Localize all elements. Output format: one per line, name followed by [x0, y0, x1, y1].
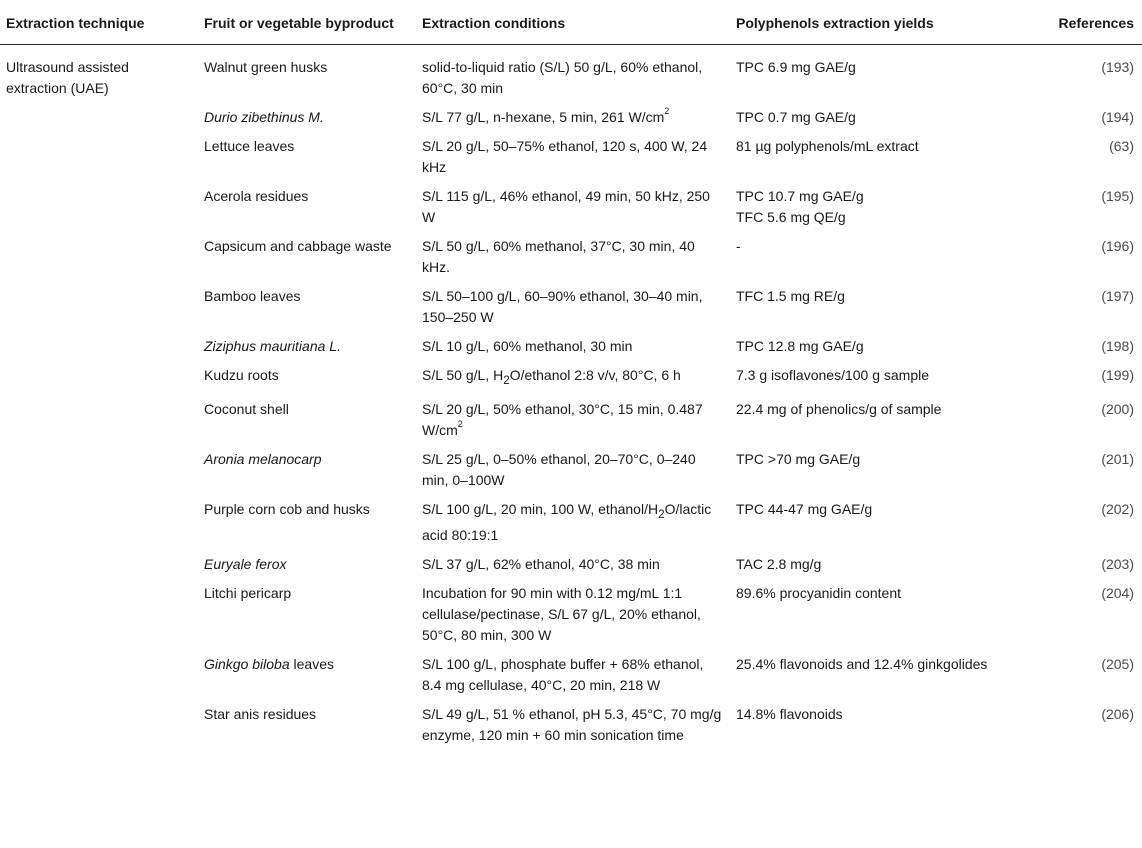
- superscript: 2: [457, 419, 463, 430]
- byproduct-cell: Purple corn cob and husks: [204, 500, 370, 517]
- byproduct-species: Ginkgo biloba: [204, 655, 290, 672]
- yield-cell: 25.4% flavonoids and 12.4% ginkgolides: [736, 655, 988, 672]
- table-header-row: [0, 0, 1142, 45]
- table-row: [0, 45, 1142, 102]
- byproduct-cell: Lettuce leaves: [204, 138, 295, 154]
- byproduct-cell: Coconut shell: [204, 400, 289, 417]
- byproduct-cell: Aronia melanocarp: [204, 450, 322, 467]
- reference-cell: (193): [1101, 59, 1134, 75]
- conditions-cell: S/L 50–100 g/L, 60–90% ethanol, 30–40 min, 150–250 W: [422, 288, 703, 325]
- yield-cell: [730, 180, 1036, 230]
- reference-cell: (199): [1101, 367, 1134, 383]
- yield-cell: TAC 2.8 mg/g: [736, 555, 822, 572]
- byproduct-cell: Bamboo leaves: [204, 288, 301, 304]
- conditions-text: S/L 50 g/L, H: [422, 367, 504, 383]
- reference-cell: (205): [1101, 655, 1134, 672]
- conditions-text-tail: O/ethanol 2:8 v/v, 80°C, 6 h: [509, 367, 681, 383]
- reference-cell: (198): [1101, 338, 1134, 354]
- byproduct-cell: [198, 648, 416, 698]
- byproduct-cell: Star anis residues: [204, 705, 317, 722]
- byproduct-cell: Durio zibethinus M.: [204, 109, 324, 125]
- byproduct-cell: Ziziphus mauritiana L.: [204, 338, 341, 354]
- header-byproduct: Fruit or vegetable byproduct: [198, 0, 416, 45]
- superscript: 2: [664, 106, 670, 117]
- conditions-cell: [416, 359, 730, 393]
- conditions-cell: S/L 100 g/L, phosphate buffer + 68% ethanol, 8.4 mg cellulase, 40°C, 20 min, 218 W: [422, 655, 704, 693]
- technique-cell: Ultrasound assisted extraction (UAE): [6, 59, 129, 96]
- conditions-cell: S/L 25 g/L, 0–50% ethanol, 20–70°C, 0–240 min, 0–100W: [422, 450, 696, 488]
- reference-cell: (203): [1101, 555, 1134, 572]
- conditions-cell: Incubation for 90 min with 0.12 mg/mL 1:1 cellulase/pectinase, S/L 67 g/L, 20% ethanol, 50°C, 80 min, 300 W: [422, 584, 701, 643]
- reference-cell: (63): [1109, 138, 1134, 154]
- conditions-cell: S/L 10 g/L, 60% methanol, 30 min: [422, 338, 633, 354]
- byproduct-cell: Kudzu roots: [204, 367, 279, 383]
- reference-cell: (204): [1101, 584, 1134, 601]
- yield-cell: 81 µg polyphenols/mL extract: [736, 138, 919, 154]
- conditions-text-tail: O/lactic acid 80:19:1: [422, 500, 712, 543]
- yield-line: TFC 5.6 mg QE/g: [736, 209, 846, 225]
- byproduct-tail: leaves: [289, 655, 334, 672]
- conditions-cell: S/L 37 g/L, 62% ethanol, 40°C, 38 min: [422, 555, 660, 572]
- conditions-cell: solid-to-liquid ratio (S/L) 50 g/L, 60% ethanol, 60°C, 30 min: [422, 59, 703, 96]
- byproduct-cell: Acerola residues: [204, 188, 309, 204]
- yield-cell: 89.6% procyanidin content: [736, 584, 901, 601]
- header-conditions: Extraction conditions: [416, 0, 730, 45]
- header-yields: Polyphenols extraction yields: [730, 0, 1036, 45]
- yield-cell: TFC 1.5 mg RE/g: [736, 288, 845, 304]
- yield-cell: TPC 44-47 mg GAE/g: [736, 500, 873, 517]
- yield-cell: TPC 0.7 mg GAE/g: [736, 109, 856, 125]
- byproduct-cell: Litchi pericarp: [204, 584, 292, 601]
- conditions-cell: S/L 50 g/L, 60% methanol, 37°C, 30 min, 40 kHz.: [422, 238, 695, 275]
- conditions-cell: [416, 393, 730, 443]
- byproduct-cell: Capsicum and cabbage waste: [204, 238, 392, 254]
- yield-cell: TPC 12.8 mg GAE/g: [736, 338, 864, 354]
- conditions-cell: S/L 20 g/L, 50–75% ethanol, 120 s, 400 W, 24 kHz: [422, 138, 708, 175]
- reference-cell: (196): [1101, 238, 1134, 254]
- reference-cell: (200): [1101, 400, 1134, 417]
- subscript: 2: [503, 373, 510, 387]
- byproduct-cell: Euryale ferox: [204, 555, 287, 572]
- header-technique: Extraction technique: [0, 0, 198, 45]
- reference-cell: (201): [1101, 450, 1134, 467]
- conditions-text: S/L 77 g/L, n-hexane, 5 min, 261 W/cm: [422, 109, 665, 125]
- yield-cell: TPC 6.9 mg GAE/g: [736, 59, 856, 75]
- conditions-text: S/L 100 g/L, 20 min, 100 W, ethanol/H: [422, 500, 659, 517]
- header-references: References: [1036, 0, 1142, 45]
- conditions-cell: [416, 493, 730, 548]
- reference-cell: (206): [1101, 705, 1134, 722]
- conditions-cell: S/L 115 g/L, 46% ethanol, 49 min, 50 kHz, 250 W: [422, 188, 710, 225]
- yield-cell: 14.8% flavonoids: [736, 705, 843, 722]
- yield-cell: 22.4 mg of phenolics/g of sample: [736, 400, 942, 417]
- conditions-text: S/L 20 g/L, 50% ethanol, 30°C, 15 min, 0.487 W/cm: [422, 400, 703, 438]
- yield-cell: TPC >70 mg GAE/g: [736, 450, 861, 467]
- subscript: 2: [658, 507, 665, 521]
- yield-cell: -: [736, 238, 741, 254]
- reference-cell: (202): [1101, 500, 1134, 517]
- byproduct-cell: Walnut green husks: [204, 59, 328, 75]
- yield-cell: 7.3 g isoflavones/100 g sample: [736, 367, 930, 383]
- conditions-cell: [416, 101, 730, 130]
- conditions-cell: S/L 49 g/L, 51 % ethanol, pH 5.3, 45°C, 70 mg/g enzyme, 120 min + 60 min sonication time: [422, 705, 722, 743]
- reference-cell: (195): [1101, 188, 1134, 204]
- yield-line: TPC 10.7 mg GAE/g: [736, 188, 864, 204]
- reference-cell: (194): [1101, 109, 1134, 125]
- reference-cell: (197): [1101, 288, 1134, 304]
